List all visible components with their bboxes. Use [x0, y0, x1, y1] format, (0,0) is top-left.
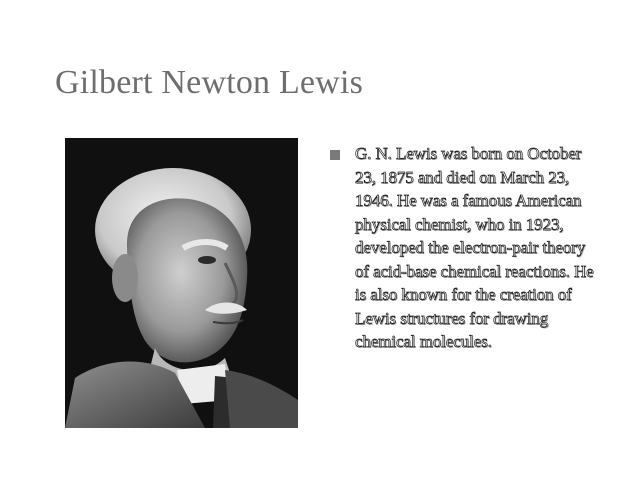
portrait-photo — [65, 138, 298, 428]
slide-title: Gilbert Newton Lewis — [55, 64, 364, 101]
square-bullet-icon — [330, 150, 340, 160]
bullet-text: G. N. Lewis was born on October 23, 1875 and died on March 23, 1946. He was a famous American physical chemist, who in 1923, developed the electron-pair theory of acid-base chemical reactions. He is also known for the creation of Lewis structures for drawing chemical molecules. — [355, 144, 594, 351]
